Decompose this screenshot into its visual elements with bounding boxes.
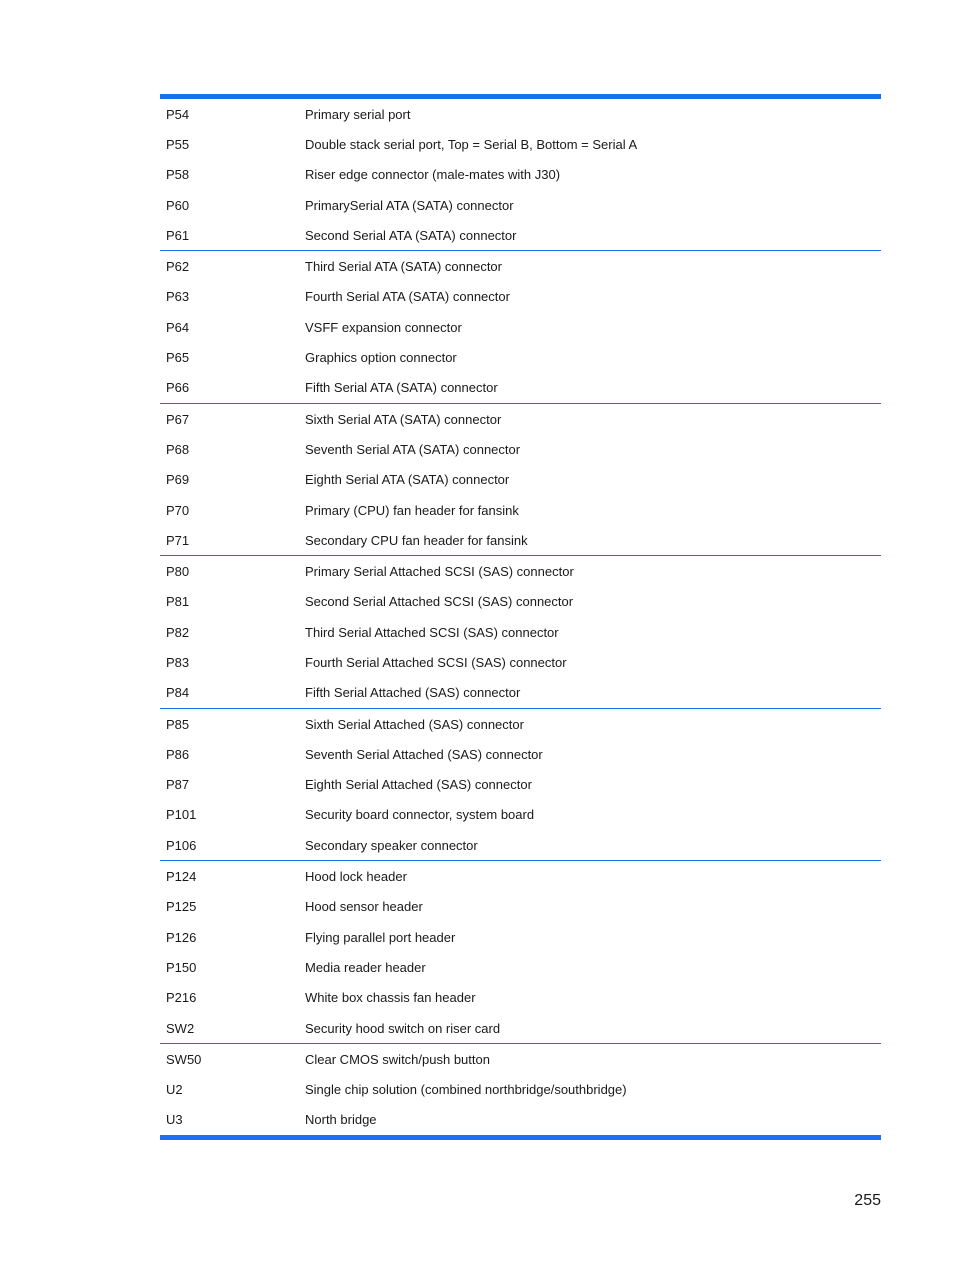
description-cell: Second Serial ATA (SATA) connector: [305, 227, 517, 243]
description-cell: Primary Serial Attached SCSI (SAS) connector: [305, 564, 574, 580]
description-cell: Riser edge connector (male-mates with J30): [305, 167, 561, 183]
description-cell: Security board connector, system board: [305, 807, 535, 823]
description-cell: Fourth Serial Attached SCSI (SAS) connector: [305, 654, 567, 670]
table-row: [160, 770, 881, 800]
table-group: [160, 251, 881, 403]
page-number: 255: [854, 1192, 881, 1209]
table-row: [160, 434, 881, 464]
description-cell: PrimarySerial ATA (SATA) connector: [305, 197, 514, 213]
designator-cell: P63: [166, 289, 190, 305]
designator-cell: P86: [166, 746, 190, 762]
description-cell: Eighth Serial ATA (SATA) connector: [305, 472, 510, 488]
table-group: [160, 404, 881, 556]
designator-cell: P80: [166, 564, 190, 580]
table-row: [160, 983, 881, 1013]
description-cell: Security hood switch on riser card: [305, 1020, 501, 1036]
table-row: [160, 160, 881, 190]
designator-cell: P101: [166, 807, 197, 823]
description-cell: Secondary CPU fan header for fansink: [305, 532, 528, 548]
designator-cell: P60: [166, 197, 190, 213]
designator-cell: U3: [166, 1112, 183, 1128]
table-row: [160, 129, 881, 159]
description-cell: Media reader header: [305, 959, 426, 975]
description-cell: Second Serial Attached SCSI (SAS) connector: [305, 594, 574, 610]
table-row: [160, 922, 881, 952]
table-row: [160, 342, 881, 372]
designator-cell: P70: [166, 502, 190, 518]
designator-cell: SW50: [166, 1051, 202, 1067]
designator-cell: P126: [166, 929, 197, 945]
description-cell: Primary (CPU) fan header for fansink: [305, 502, 519, 518]
table-row: [160, 861, 881, 891]
description-cell: Graphics option connector: [305, 350, 457, 366]
table-group: [160, 709, 881, 861]
table-row: [160, 739, 881, 769]
table-row: [160, 282, 881, 312]
table-row: [160, 1075, 881, 1105]
table-row: [160, 952, 881, 982]
designator-cell: P61: [166, 227, 190, 243]
description-cell: Seventh Serial ATA (SATA) connector: [305, 441, 521, 457]
description-cell: Fifth Serial Attached (SAS) connector: [305, 685, 521, 701]
designator-cell: P84: [166, 685, 190, 701]
designator-cell: P58: [166, 167, 190, 183]
table-row: [160, 465, 881, 495]
description-cell: White box chassis fan header: [305, 990, 476, 1006]
table-row: [160, 1105, 881, 1135]
connector-table: [160, 94, 881, 1140]
designator-cell: P66: [166, 380, 190, 396]
table-row: [160, 587, 881, 617]
table-row: [160, 99, 881, 129]
description-cell: Primary serial port: [305, 106, 411, 122]
description-cell: Fifth Serial ATA (SATA) connector: [305, 380, 498, 396]
designator-cell: P124: [166, 869, 197, 885]
table-row: [160, 1013, 881, 1043]
description-cell: Fourth Serial ATA (SATA) connector: [305, 289, 510, 305]
designator-cell: P71: [166, 532, 190, 548]
designator-cell: P83: [166, 654, 190, 670]
table-group: [160, 1044, 881, 1135]
description-cell: Third Serial ATA (SATA) connector: [305, 259, 502, 275]
designator-cell: P85: [166, 716, 190, 732]
description-cell: Eighth Serial Attached (SAS) connector: [305, 777, 532, 793]
designator-cell: P69: [166, 472, 190, 488]
designator-cell: P54: [166, 106, 190, 122]
table-row: [160, 190, 881, 220]
table-group: [160, 861, 881, 1044]
designator-cell: P55: [166, 136, 190, 152]
table-group: [160, 556, 881, 708]
designator-cell: P87: [166, 777, 190, 793]
designator-cell: P64: [166, 319, 190, 335]
description-cell: Seventh Serial Attached (SAS) connector: [305, 746, 543, 762]
description-cell: VSFF expansion connector: [305, 319, 462, 335]
table-row: [160, 1044, 881, 1074]
table-row: [160, 525, 881, 555]
designator-cell: P67: [166, 411, 190, 427]
designator-cell: P150: [166, 959, 197, 975]
table-row: [160, 647, 881, 677]
description-cell: Hood lock header: [305, 869, 407, 885]
designator-cell: U2: [166, 1082, 183, 1098]
description-cell: Single chip solution (combined northbridge/southbridge): [305, 1082, 627, 1098]
table-row: [160, 220, 881, 250]
description-cell: Clear CMOS switch/push button: [305, 1051, 490, 1067]
table-group: [160, 99, 881, 251]
table-row: [160, 800, 881, 830]
description-cell: Sixth Serial ATA (SATA) connector: [305, 411, 502, 427]
table-row: [160, 892, 881, 922]
table-row: [160, 312, 881, 342]
description-cell: Third Serial Attached SCSI (SAS) connector: [305, 624, 559, 640]
designator-cell: P82: [166, 624, 190, 640]
designator-cell: P62: [166, 259, 190, 275]
designator-cell: SW2: [166, 1020, 195, 1036]
description-cell: Double stack serial port, Top = Serial B, Bottom = Serial A: [305, 136, 638, 152]
table-row: [160, 678, 881, 708]
table-row: [160, 709, 881, 739]
designator-cell: P65: [166, 350, 190, 366]
designator-cell: P216: [166, 990, 197, 1006]
table-row: [160, 556, 881, 586]
table-row: [160, 830, 881, 860]
description-cell: Hood sensor header: [305, 899, 423, 915]
designator-cell: P81: [166, 594, 190, 610]
description-cell: Sixth Serial Attached (SAS) connector: [305, 716, 524, 732]
designator-cell: P68: [166, 441, 190, 457]
table-row: [160, 617, 881, 647]
table-row: [160, 373, 881, 403]
table-row: [160, 251, 881, 281]
table-row: [160, 495, 881, 525]
table-row: [160, 404, 881, 434]
designator-cell: P106: [166, 837, 197, 853]
description-cell: North bridge: [305, 1112, 377, 1128]
designator-cell: P125: [166, 899, 197, 915]
description-cell: Flying parallel port header: [305, 929, 456, 945]
description-cell: Secondary speaker connector: [305, 837, 478, 853]
